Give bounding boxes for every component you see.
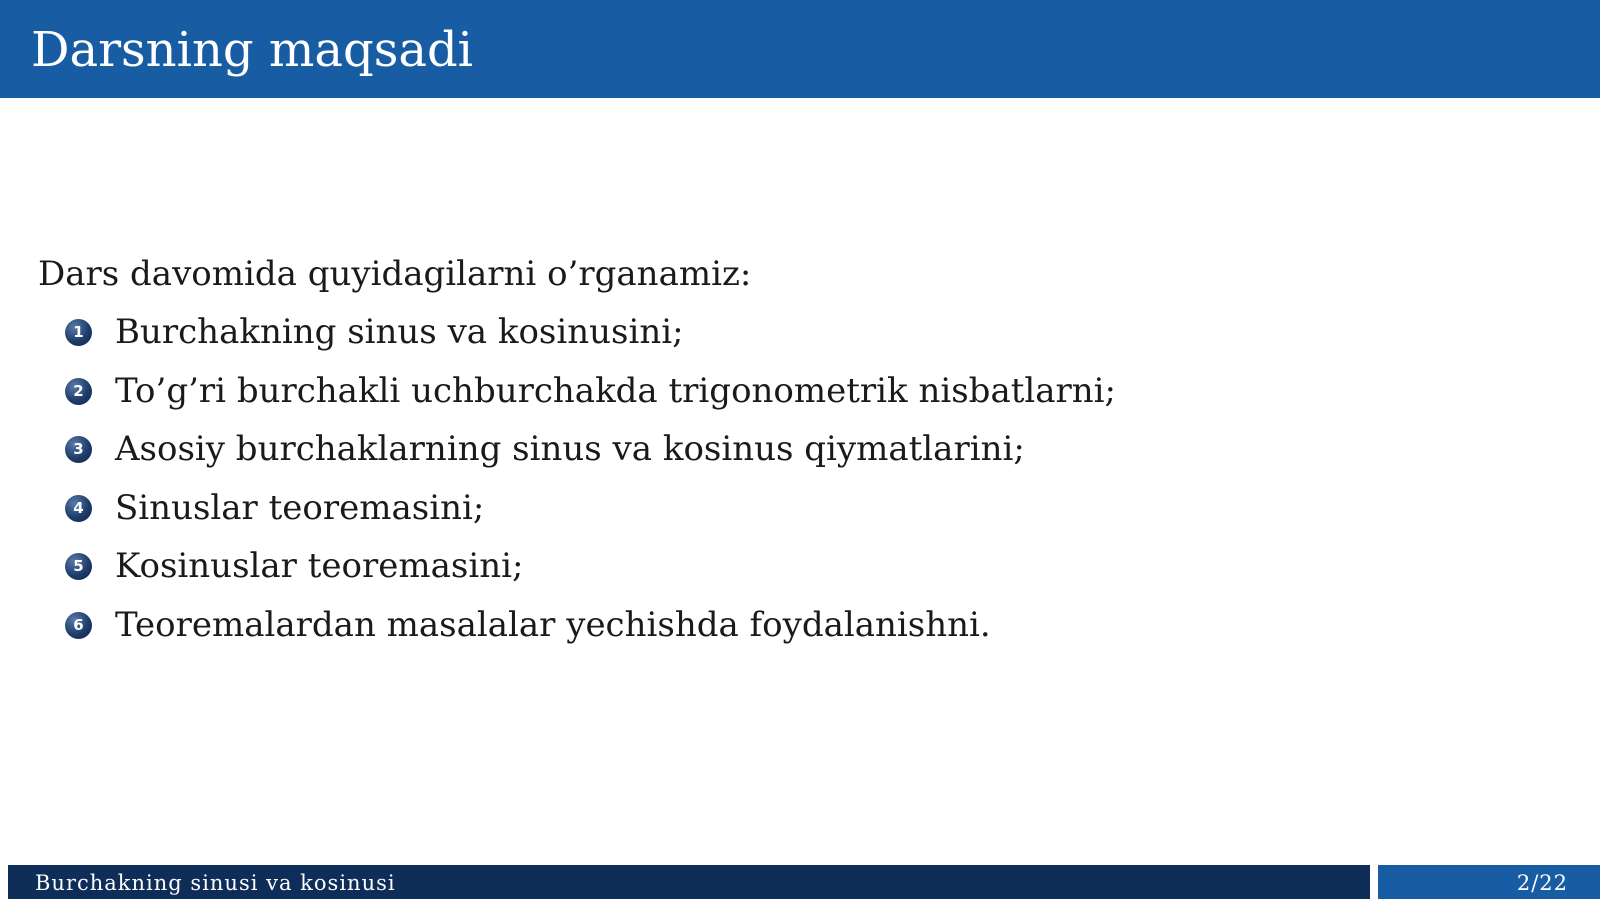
intro-text: Dars davomida quyidagilarni o’rganamiz: <box>38 254 752 294</box>
footer-title-bar <box>8 865 1370 899</box>
goal-text: To’g’ri burchakli uchburchakda trigonometrik nisbatlarni; <box>115 370 1117 411</box>
number-bullet-icon: 1 <box>65 319 92 346</box>
footer-title: Burchakning sinusi va kosinusi <box>35 871 396 895</box>
goal-text: Sinuslar teoremasini; <box>115 487 485 528</box>
number-bullet-icon: 5 <box>65 553 92 580</box>
goal-item-5 <box>38 544 1558 588</box>
page-number: 2/22 <box>1516 871 1568 895</box>
goal-item-1 <box>38 310 1558 354</box>
slide-title: Darsning maqsadi <box>31 22 474 78</box>
number-bullet-icon: 4 <box>65 495 92 522</box>
goal-item-4 <box>38 486 1558 530</box>
goal-text: Asosiy burchaklarning sinus va kosinus qiymatlarini; <box>115 429 1025 469</box>
goal-item-2 <box>38 369 1558 413</box>
number-bullet-icon: 3 <box>65 436 92 463</box>
goal-text: Kosinuslar teoremasini; <box>115 546 524 586</box>
slide-content <box>38 252 1558 661</box>
footer-page-bar <box>1378 865 1600 899</box>
goal-text: Teoremalardan masalalar yechishda foydalanishni. <box>115 604 991 645</box>
number-bullet-icon: 2 <box>65 378 92 405</box>
number-bullet-icon: 6 <box>65 612 92 639</box>
goal-text: Burchakning sinus va kosinusini; <box>115 312 684 352</box>
slide-header <box>0 0 1600 98</box>
goal-item-3 <box>38 427 1558 471</box>
goal-item-6 <box>38 603 1558 647</box>
goal-list <box>38 310 1558 647</box>
